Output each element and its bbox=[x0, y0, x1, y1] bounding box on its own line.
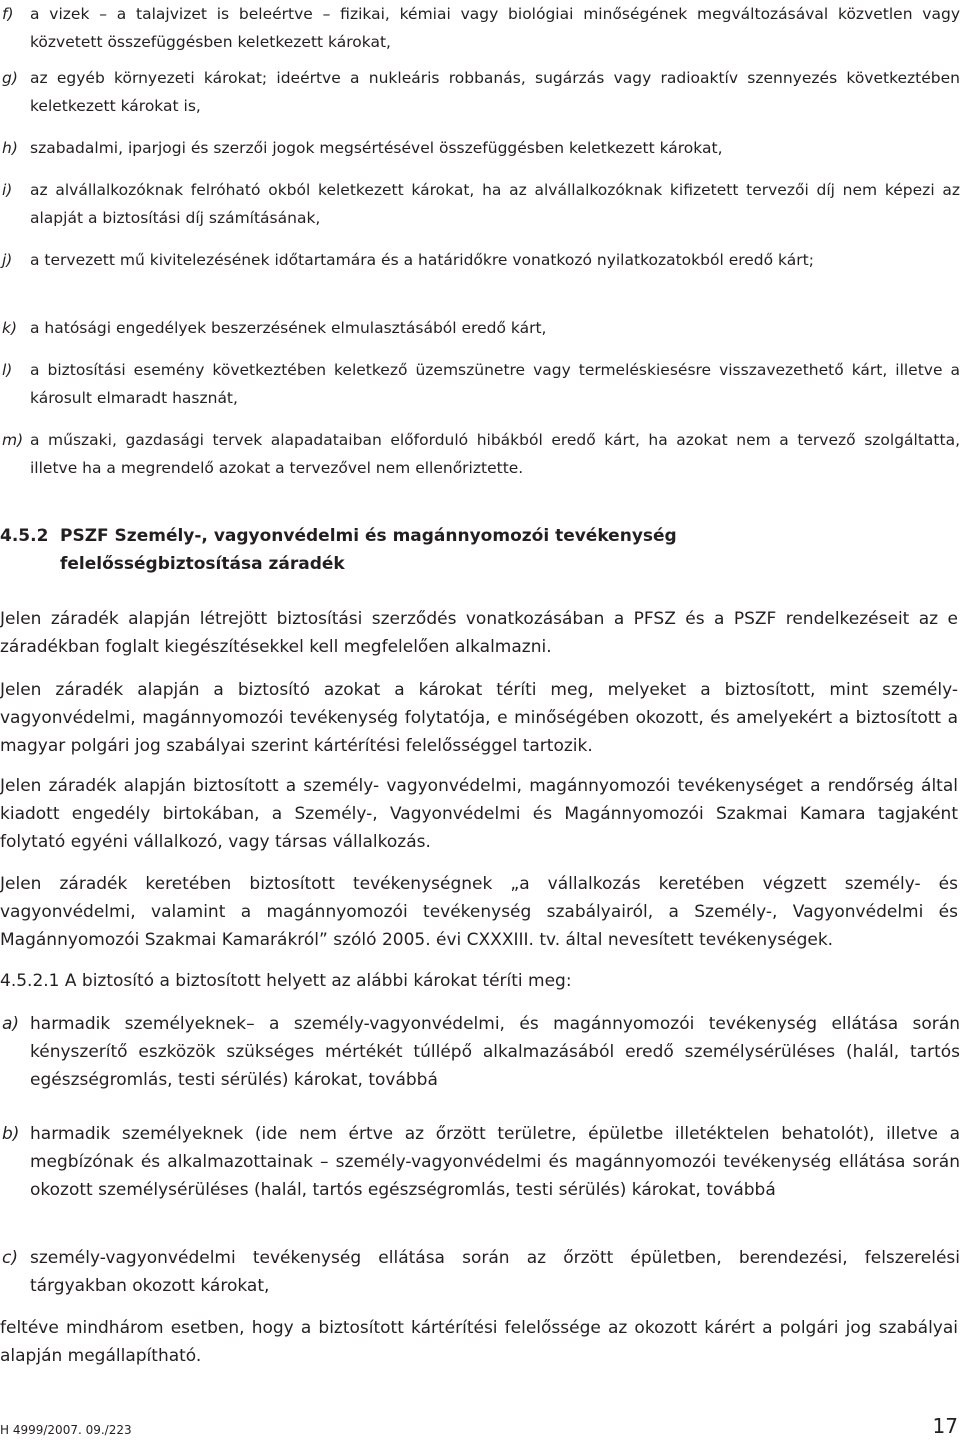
list-item-text: harmadik személyeknek– a személy-vagyonvédelmi, és magánnyomozói tevékenység ellátása során kényszerítő eszközök szükséges mértékét túllépő alkalmazásából eredő személysérüléses (halál, tartós egészségromlás, testi sérülés) károkat, továbbá bbox=[30, 1014, 960, 1090]
subsection-heading: 4.5.2.1 A biztosító a biztosított helyett az alábbi károkat téríti meg: bbox=[0, 971, 572, 991]
section-title-line: felelősségbiztosítása záradék bbox=[60, 554, 345, 574]
list-marker: f) bbox=[2, 5, 14, 23]
list-item-text: harmadik személyeknek (ide nem értve az őrzött területre, épületbe illetéktelen behatolót), illetve a megbízónak és alkalmazottainak – személy-vagyonvédelmi és magánnyomozói tevékenység ellátása során okozott személysérüléses (halál, tartós egészségromlás, testi sérülés) károkat, továbbá bbox=[30, 1124, 960, 1200]
list-item-text: a műszaki, gazdasági tervek alapadataiban előforduló hibákból eredő kárt, ha azokat nem a tervező szolgáltatta, illetve ha a megrendelő azokat a tervezővel nem ellenőriztette. bbox=[30, 431, 960, 477]
section-title-line: PSZF Személy-, vagyonvédelmi és magánnyomozói tevékenység bbox=[60, 526, 677, 546]
list-item bbox=[0, 0, 960, 56]
list-marker: c) bbox=[2, 1248, 18, 1268]
list-item-text: a hatósági engedélyek beszerzésének elmulasztásából eredő kárt, bbox=[30, 319, 547, 337]
list-marker: k) bbox=[2, 319, 18, 337]
list-marker: b) bbox=[2, 1124, 20, 1144]
list-item bbox=[0, 64, 960, 120]
document-reference: H 4999/2007. 09./223 bbox=[0, 1423, 132, 1437]
paragraph: Jelen záradék alapján biztosított a személy- vagyonvédelmi, magánnyomozói tevékenységet a rendőrség által kiadott engedély birtokában, a Személy-, Vagyonvédelmi és Magánnyomozói Szakmai Kamara tagjaként folytató egyéni vállalkozó, vagy társas vállalkozás. bbox=[0, 776, 958, 852]
list-item bbox=[0, 1244, 960, 1300]
list-item-text: a vizek – a talajvizet is beleértve – fizikai, kémiai vagy biológiai minőségének megváltozásával közvetlen vagy közvetett összefüggésben keletkezett károkat, bbox=[30, 5, 960, 51]
page-number: 17 bbox=[932, 1414, 958, 1438]
list-item bbox=[0, 1120, 960, 1204]
list-marker: a) bbox=[2, 1014, 20, 1034]
list-item bbox=[0, 246, 960, 274]
list-item-text: személy-vagyonvédelmi tevékenység ellátása során az őrzött épületben, berendezési, felszerelési tárgyakban okozott károkat, bbox=[30, 1248, 960, 1296]
list-item bbox=[0, 1010, 960, 1094]
list-item bbox=[0, 176, 960, 232]
list-item bbox=[0, 356, 960, 412]
list-marker: l) bbox=[2, 361, 13, 379]
list-item-text: az alvállalkozóknak felróható okból keletkezett károkat, ha az alvállalkozóknak kifizetett tervezői díj nem képezi az alapját a biztosítási díj számításának, bbox=[30, 181, 960, 227]
list-item-text: a biztosítási esemény következtében keletkező üzemszünetre vagy termeléskiesésre visszavezethető kárt, illetve a károsult elmaradt hasznát, bbox=[30, 361, 960, 407]
list-item-text: az egyéb környezeti károkat; ideértve a nukleáris robbanás, sugárzás vagy radioaktív szennyezés következtében keletkezett károkat is, bbox=[30, 69, 960, 115]
list-item-text: a tervezett mű kivitelezésének időtartamára és a határidőkre vonatkozó nyilatkozatokból eredő kárt; bbox=[30, 251, 814, 269]
section-number: 4.5.2 bbox=[0, 526, 49, 546]
list-item-text: szabadalmi, iparjogi és szerzői jogok megsértésével összefüggésben keletkezett károkat, bbox=[30, 139, 723, 157]
list-marker: h) bbox=[2, 139, 18, 157]
list-marker: g) bbox=[2, 69, 18, 87]
list-marker: j) bbox=[2, 251, 13, 269]
closing-paragraph: feltéve mindhárom esetben, hogy a biztosított kártérítési felelőssége az okozott kárért a polgári jog szabályai alapján megállapítható. bbox=[0, 1318, 958, 1366]
list-marker: i) bbox=[2, 181, 13, 199]
list-item bbox=[0, 314, 960, 342]
paragraph: Jelen záradék keretében biztosított tevékenységnek „a vállalkozás keretében végzett személy- és vagyonvédelmi, valamint a magánnyomozói tevékenység szabályairól, a Személy-, Vagyonvédelmi és Magánnyomozói Szakmai Kamarákról” szóló 2005. évi CXXXIII. tv. által nevesített tevékenységek. bbox=[0, 874, 958, 950]
paragraph: Jelen záradék alapján a biztosító azokat a károkat téríti meg, melyeket a biztosított, mint személy- vagyonvédelmi, magánnyomozói tevékenység folytatója, e minőségében okozott, és amelyekért a biztosított a magyar polgári jog szabályai szerint kártérítési felelősséggel tartozik. bbox=[0, 680, 958, 756]
list-marker: m) bbox=[2, 431, 24, 449]
list-item bbox=[0, 134, 960, 162]
list-item bbox=[0, 426, 960, 482]
section-title bbox=[60, 522, 940, 578]
paragraph: Jelen záradék alapján létrejött biztosítási szerződés vonatkozásában a PFSZ és a PSZF rendelkezéseit az e záradékban foglalt kiegészítésekkel kell megfelelően alkalmazni. bbox=[0, 609, 958, 657]
